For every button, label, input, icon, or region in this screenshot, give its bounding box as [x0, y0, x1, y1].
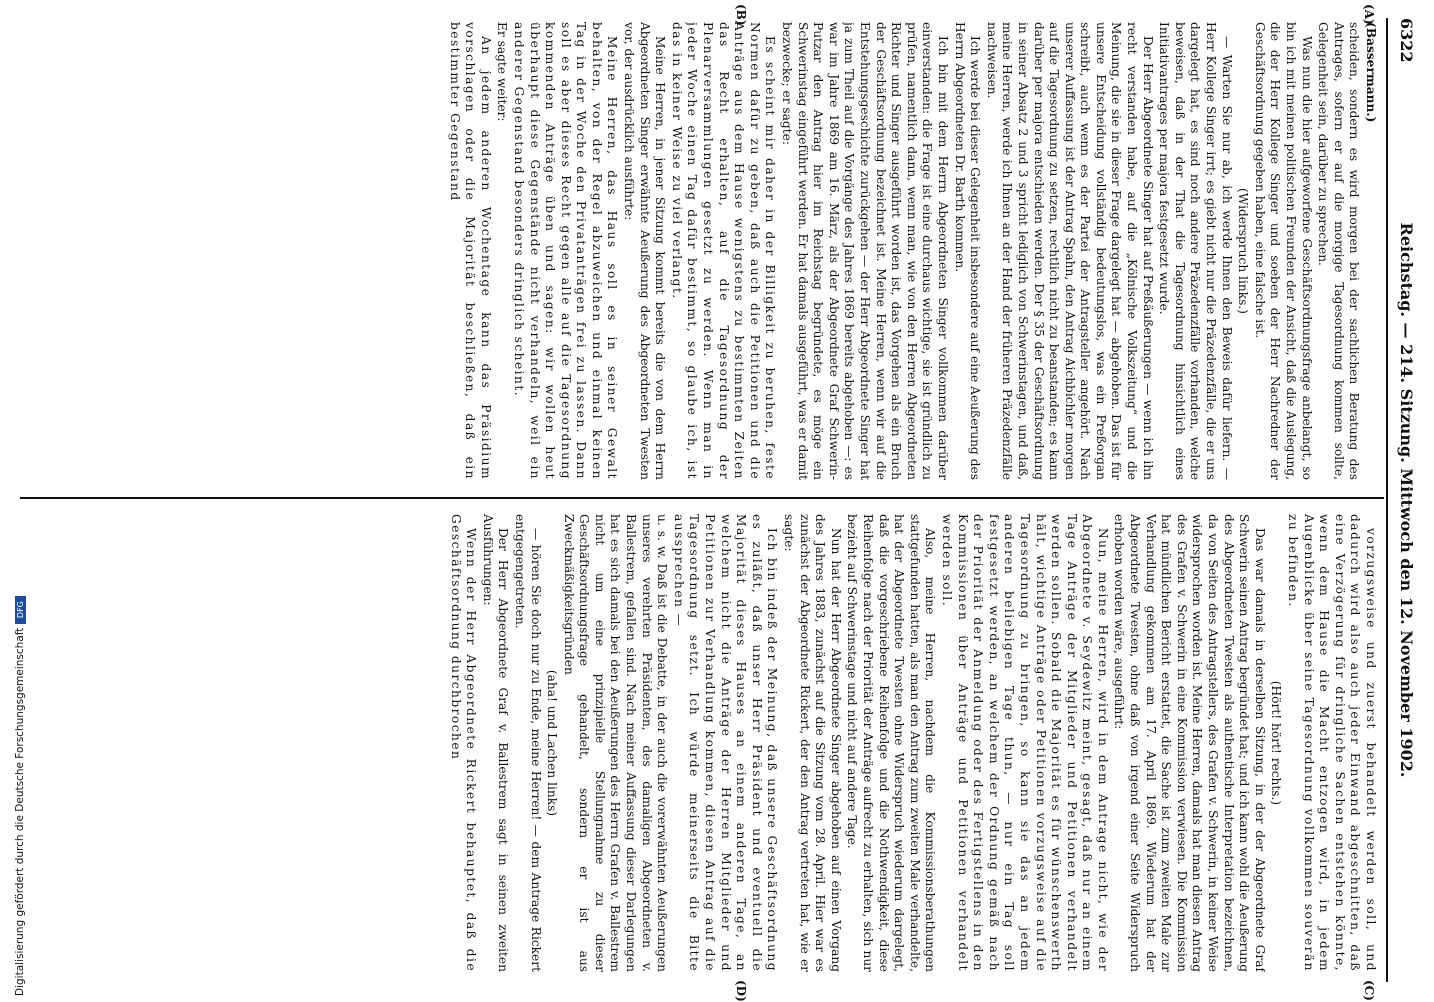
- dfg-logo-icon: DFG: [15, 596, 26, 624]
- margin-marker-d: (D): [734, 980, 748, 1002]
- paragraph: An jedem anderen Wochentage kann das Präsidium vorschlagen oder die Majorität beschließen, daß ein bestimmter Gegenstand: [447, 22, 493, 480]
- page-header: [1392, 18, 1418, 982]
- paragraph: Ich bin indeß der Meinung, daß unsere Geschäftsordnung es zuläßt, daß unser Herr Präsident und eventuell die Majorität dieses Hauses an einem anderen Tage, an welchem nicht die Anträge der Herren Mitglieder und Petitionen zur Verhandlung kommen, diesen Antrag auf die Tagesordnung setzt. Ich würde meinerseits die Bitte aussprechen —: [671, 514, 780, 972]
- left-text-column: [18, 22, 1378, 480]
- paragraph: Nun hat der Herr Abgeordnete Singer abgehoben auf einen Vorgang des Jahres 1883, zunächst auf die Sitzung vom 28. April. Hier war es zunächst der Abgeordnete Rickert, der den Antrag vertreten hat, wie er sagte:: [782, 514, 843, 972]
- paragraph: Das war damals in derselben Sitzung, in der der Abgeordnete Graf Schwerin seinen Antrag begründet hat; und ich kann wohl die Aeußerung des Abgeordneten Twesten als authentische Interpretation bezeichnen, da von Seiten des Antragstellers, des Grafen v. Schwerin, in keiner Weise widersprochen worden ist. Meine Herren, damals hat man diesen Antrag des Grafen v. Schwerin in eine Kommission verwiesen. Die Kommission hat mündlichen Bericht erstattet, die Sache ist zum zweiten Male zur Verhandlung gekommen am 17. April 1869. Wiederum hat der Abgeordnete Twesten, ohne daß von irgend einer Seite Widerspruch erhoben worden wäre, ausgeführt:: [1112, 514, 1267, 972]
- paragraph: Er sagte weiter:: [495, 22, 510, 122]
- paragraph: Also, meine Herren, nachdem die Kommissionsberathungen stattgefunden hatten, als man den Antrag zum zweiten Male verhandelte, hat der Abgeordnete Twesten ohne Widerspruch wiederum dargelegt, daß die vorgeschriebene Reihenfolge und die Nothwendigkeit, diese Reihenfolge nach der Priorität der Anträge aufrecht zu erhalten, sich nur bezieht auf Schwerinstage und nicht auf andere Tage.: [845, 514, 938, 972]
- paragraph: u. s. w. Daß ist die Debatte, in der auch die vorerwähnten Aeußerungen unseres verehrten Präsidenten, des damaligen Abgeordneten v. Ballestrem, gefallen sind. Nach meiner Auffassung dieser Darlegungen hat es sich damals bei den Aeußerungen des Herrn Grafen v. Ballestrem nicht um eine prinzipielle Stellungnahme zu dieser Geschäftsordnungsfrage gehandelt, sondern er ist aus Zweckmäßigkeitsgründen: [561, 514, 670, 972]
- paragraph: Es scheint mir daher in der Billigkeit zu beruhen, feste Normen dafür zu geben, daß auch die Petitionen und die Anträge aus dem Hause wenigstens zu bestimmten Zeiten das Recht erhalten, auf die Tagesordnung der Plenarversammlungen gesetzt zu werden. Wenn man in jeder Woche einen Tag dafür bestimmt, so glaube ich, ist das in keiner Weise zu viel verlangt.: [669, 22, 778, 480]
- paragraph: Der Herr Abgeordnete Singer hat auf Preßäußerungen — wenn ich ihn recht verstanden habe, auf die „Kölnische Volkszeitung“ und die Meinung, die sie in dieser Frage dargelegt hat — abgehoben. Das ist für unsere Entscheidung vollständig bedeutungslos, was ein Preßorgan schreibt, auch wenn es der Partei der Antragsteller angehört. Nach unserer Auffassung ist der Antrag Spahn, den Antrag Aichbichler morgen auf die Tagesordnung zu setzen, rechtlich nicht zu beanstanden; es kann darüber per majora entschieden werden. Der § 35 der Geschäftsordnung in seiner Absatz 2 und 3 spricht lediglich von Schwerinstagen, und daß, meine Herren, werde ich Ihnen an der Hand der früheren Präzedenzfälle nachweisen.: [984, 22, 1155, 480]
- paragraph: scheiden, sondern es wird morgen bei der sachlichen Beratung des Antrages, sofern er auf die morgige Tagesordnung kommen sollte, Gelegenheit sein, darüber zu sprechen.: [1316, 22, 1362, 480]
- paragraph: Nun, meine Herren, wird in dem Antrage nicht, wie der Abgeordnete v. Seydewitz meint, gesagt, daß nur an einem Tage Anträge der Mitglieder und Petitionen verhandelt werden sollen. Sobald die Majorität es für wünschenswerth hält, wichtige Anträge oder Petitionen vorzugsweise auf die Tagesordnung zu bringen, so kann sie das an jedem anderen beliebigen Tage thun, — nur ein Tag soll festgesetzt werden, an welchem der Ordnung gemäß nach der Priorität der Anmeldung oder des Fertigstellens in den Kommissionen über Anträge und Petitionen verhandelt werden soll.: [939, 514, 1110, 972]
- paragraph: — Warten Sie nur ab, ich werde Ihnen den Beweis dafür liefern. — Herr Kollege Singer irrt; es giebt nicht nur die Präzedenzfälle, die er uns dargelegt hat, es sind noch andere Präzedenzfälle vorhanden, welche beweisen, daß in der That die Tagesordnung hinsichtlich eines Initiativantrages per majora festgesetzt wurde.: [1157, 22, 1234, 480]
- page-title: Reichstag. — 214. Sitzung. Mittwoch den 12. November 1902.: [1397, 222, 1416, 778]
- paragraph: — hören Sie doch nur zu Ende, meine Herren! — dem Antrage Rickert entgegengetreten.: [512, 514, 543, 972]
- paragraph: (Hört! hört! rechts.): [1269, 680, 1284, 806]
- paragraph: Ich werde bei dieser Gelegenheit insbesondere auf eine Aeußerung des Herrn Abgeordneten Dr. Barth kommen.: [952, 22, 983, 480]
- paragraph: Wenn der Herr Abgeordnete Rickert behauptet, daß die Geschäftsordnung durchbrochen: [448, 514, 479, 972]
- paragraph: (aha! und Lachen links): [545, 669, 560, 817]
- margin-marker-b: (B): [734, 4, 748, 26]
- paragraph: (Bassermann.): [1364, 22, 1378, 123]
- margin-marker-a: (A): [1362, 4, 1376, 25]
- paragraph: (Widerspruch links.): [1236, 188, 1251, 314]
- paragraph: Was nun die hier aufgeworfene Geschäftsordnungsfrage anbelangt, so bin ich mit meinen politischen Freunden der Ansicht, daß die Auslegung, die der Herr Kollege Singer und soeben der Herr Nachredner der Geschäftsordnung gegeben haben, eine falsche ist.: [1252, 22, 1314, 480]
- digitization-credit-text: Digitalisierung gefördert durch die Deutsche Forschungsgemeinschaft: [14, 627, 26, 996]
- header-rule: [1386, 18, 1388, 982]
- page-number: 6322: [1397, 18, 1416, 63]
- paragraph: Der Herr Abgeordnete Graf v. Ballestrem sagt in seinen zweiten Ausführungen:: [480, 514, 511, 972]
- right-text-column: [18, 514, 1378, 972]
- digitization-note: [0, 0, 26, 1000]
- paragraph: Ich bin mit dem Herrn Abgeordneten Singer vollkommen darüber einverstanden: die Frage ist eine durchaus wichtige, sie ist gründlich zu prüfen, namentlich dann, wenn man, wie von den Herren Abgeordneten Richter und Singer ausgeführt worden ist, das Vorgehen als ein Bruch der Geschäftsordnung bezeichnet ist. Meine Herren, wenn wir auf die Entstehungsgeschichte zurückgehen — der Herr Abgeordnete Singer hat ja zum Theil auf die Vorgänge des Jahres 1869 bereits abgehoben —: es war im Jahre 1869 am 16. März, als der Abgeordnete Graf Schwerin-Putzar den Antrag hier im Reichstag begründete, es möge ein Schwerinstag eingeführt werden. Er hat damals ausgeführt, was er damit bezwecke; er sagte:: [780, 22, 950, 480]
- paragraph: vorzugsweise und zuerst behandelt werden soll, und dadurch wird also auch jeder Einwand abgeschnitten, daß eine Verzögerung für dringliche Sachen entstehen könnte, wenn dem Hause die Macht entzogen wird, in jedem Augenblicke über seine Tagesordnung vollkommen souverän zu befinden.: [1286, 514, 1378, 972]
- column-divider: [20, 497, 1384, 499]
- paragraph: Meine Herren, in jener Sitzung kommt bereits die von dem Herrn Abgeordneten Singer erwähnte Aeußerung des Abgeordneten Twesten vor, der ausdrücklich ausführte:: [622, 22, 668, 480]
- margin-marker-c: (C): [1362, 980, 1376, 1001]
- paragraph: Meine Herren, das Haus soll es in seiner Gewalt behalten, von der Regel abzuweichen und einmal keinen Tag in der Woche den Privatanträgen frei zu lassen. Dann soll es aber dieses Recht gegen alle auf die Tagesordnung kommenden Anträge üben und sagen: wir wollen heut überhaupt diese Gegenstände nicht verhandeln, weil ein anderer Gegenstand besonders dringlich scheint.: [511, 22, 620, 480]
